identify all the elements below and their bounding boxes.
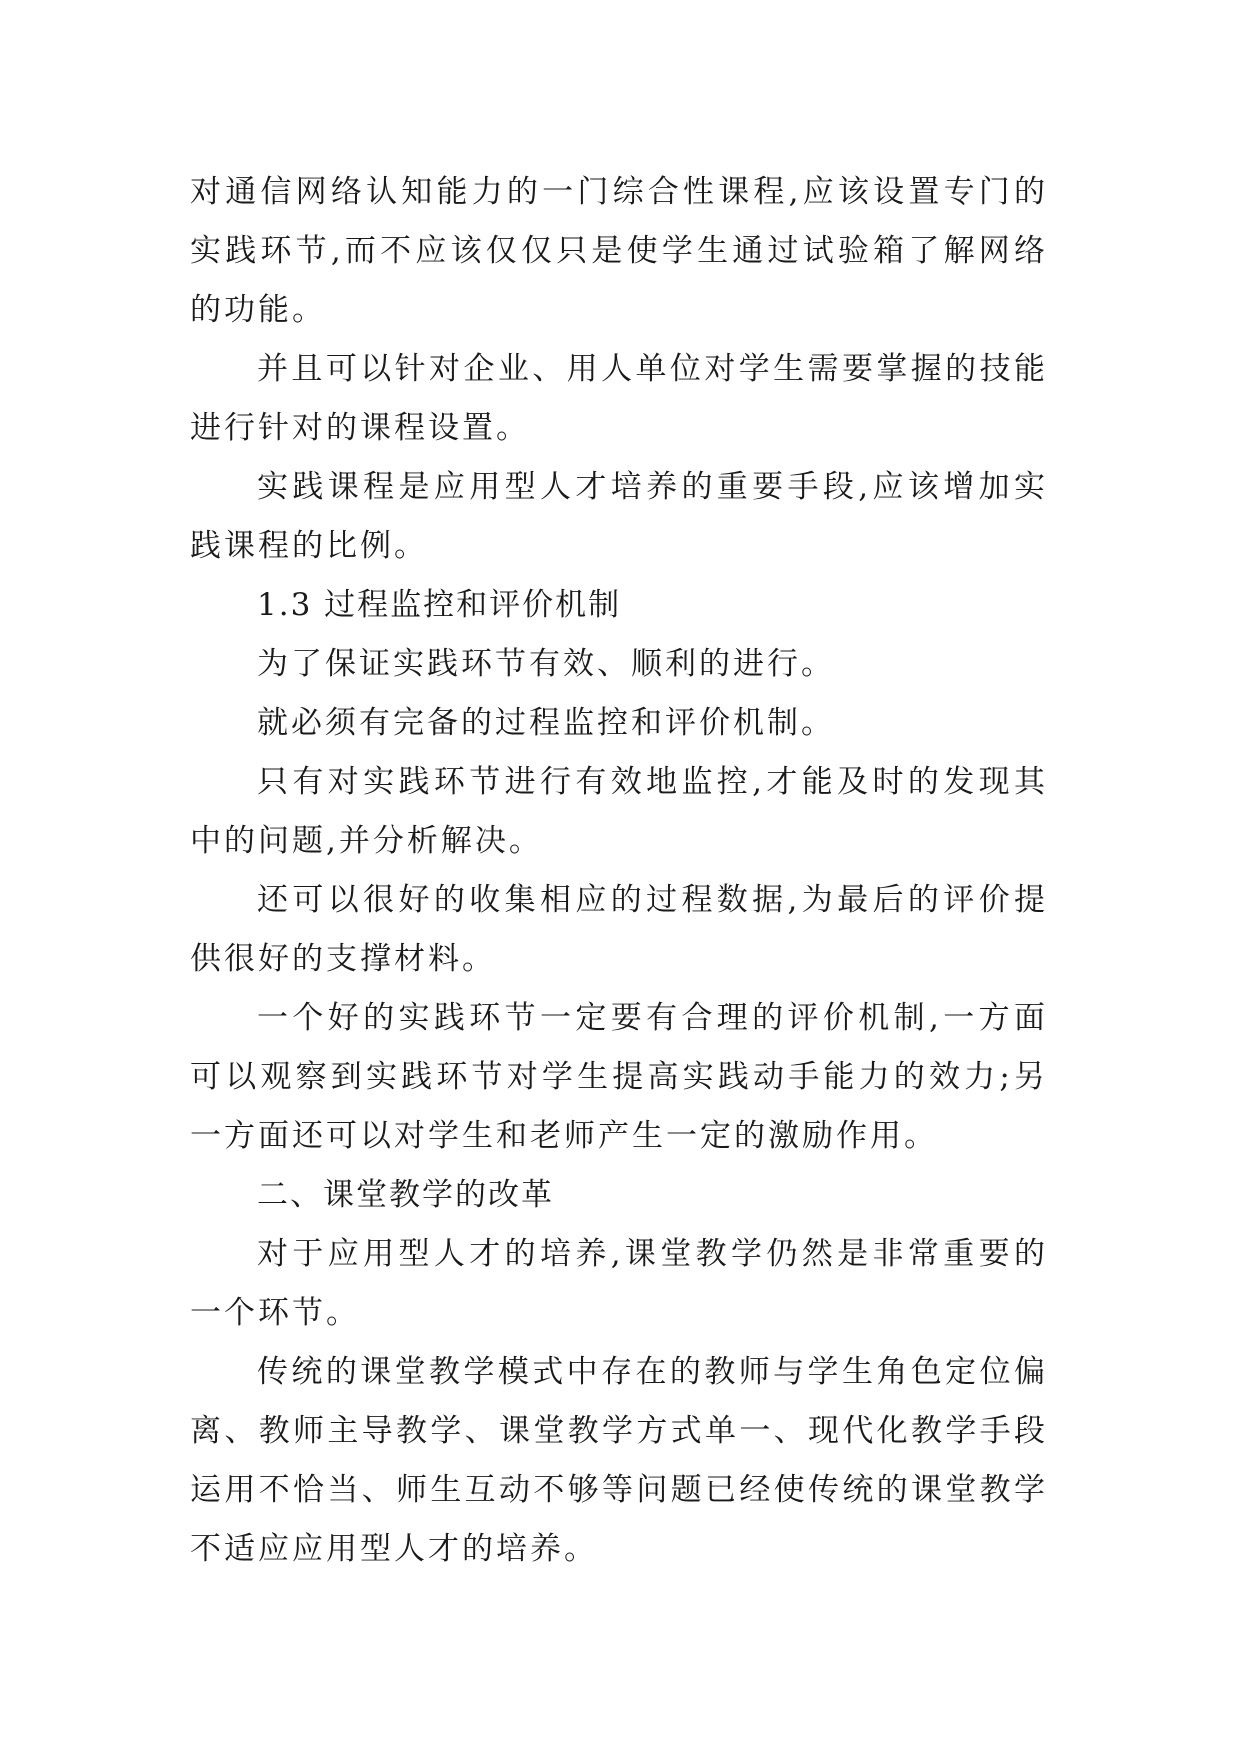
paragraph-evaluation-mechanism: 一个好的实践环节一定要有合理的评价机制,一方面可以观察到实践环节对学生提高实践动手能力的效力;另一方面还可以对学生和老师产生一定的激励作用。: [190, 1000, 1048, 1154]
document-page: [190, 163, 1048, 1579]
paragraph-traditional-model: 传统的课堂教学模式中存在的教师与学生角色定位偏离、教师主导教学、课堂教学方式单一、现代化教学手段运用不恰当、师生互动不够等问题已经使传统的课堂教学不适应应用型人才的培养。: [190, 1354, 1048, 1567]
paragraph-process-data: 还可以很好的收集相应的过程数据,为最后的评价提供很好的支撑材料。: [190, 882, 1048, 977]
paragraph-ensure-practice: 为了保证实践环节有效、顺利的进行。: [257, 646, 835, 682]
paragraph-skill-targeting: 并且可以针对企业、用人单位对学生需要掌握的技能进行针对的课程设置。: [190, 351, 1048, 446]
section-heading-classroom-reform: 二、课堂教学的改革: [257, 1177, 554, 1213]
section-heading-1-3: 1.3 过程监控和评价机制: [257, 587, 622, 623]
paragraph-classroom-importance: 对于应用型人才的培养,课堂教学仍然是非常重要的一个环节。: [190, 1236, 1048, 1331]
paragraph-effective-monitoring: 只有对实践环节进行有效地监控,才能及时的发现其中的问题,并分析解决。: [190, 764, 1048, 859]
paragraph-continuation: 对通信网络认知能力的一门综合性课程,应该设置专门的实践环节,而不应该仅仅只是使学生通过试验箱了解网络的功能。: [190, 174, 1048, 328]
paragraph-practice-courses: 实践课程是应用型人才培养的重要手段,应该增加实践课程的比例。: [190, 469, 1048, 564]
paragraph-monitoring-required: 就必须有完备的过程监控和评价机制。: [257, 705, 835, 741]
